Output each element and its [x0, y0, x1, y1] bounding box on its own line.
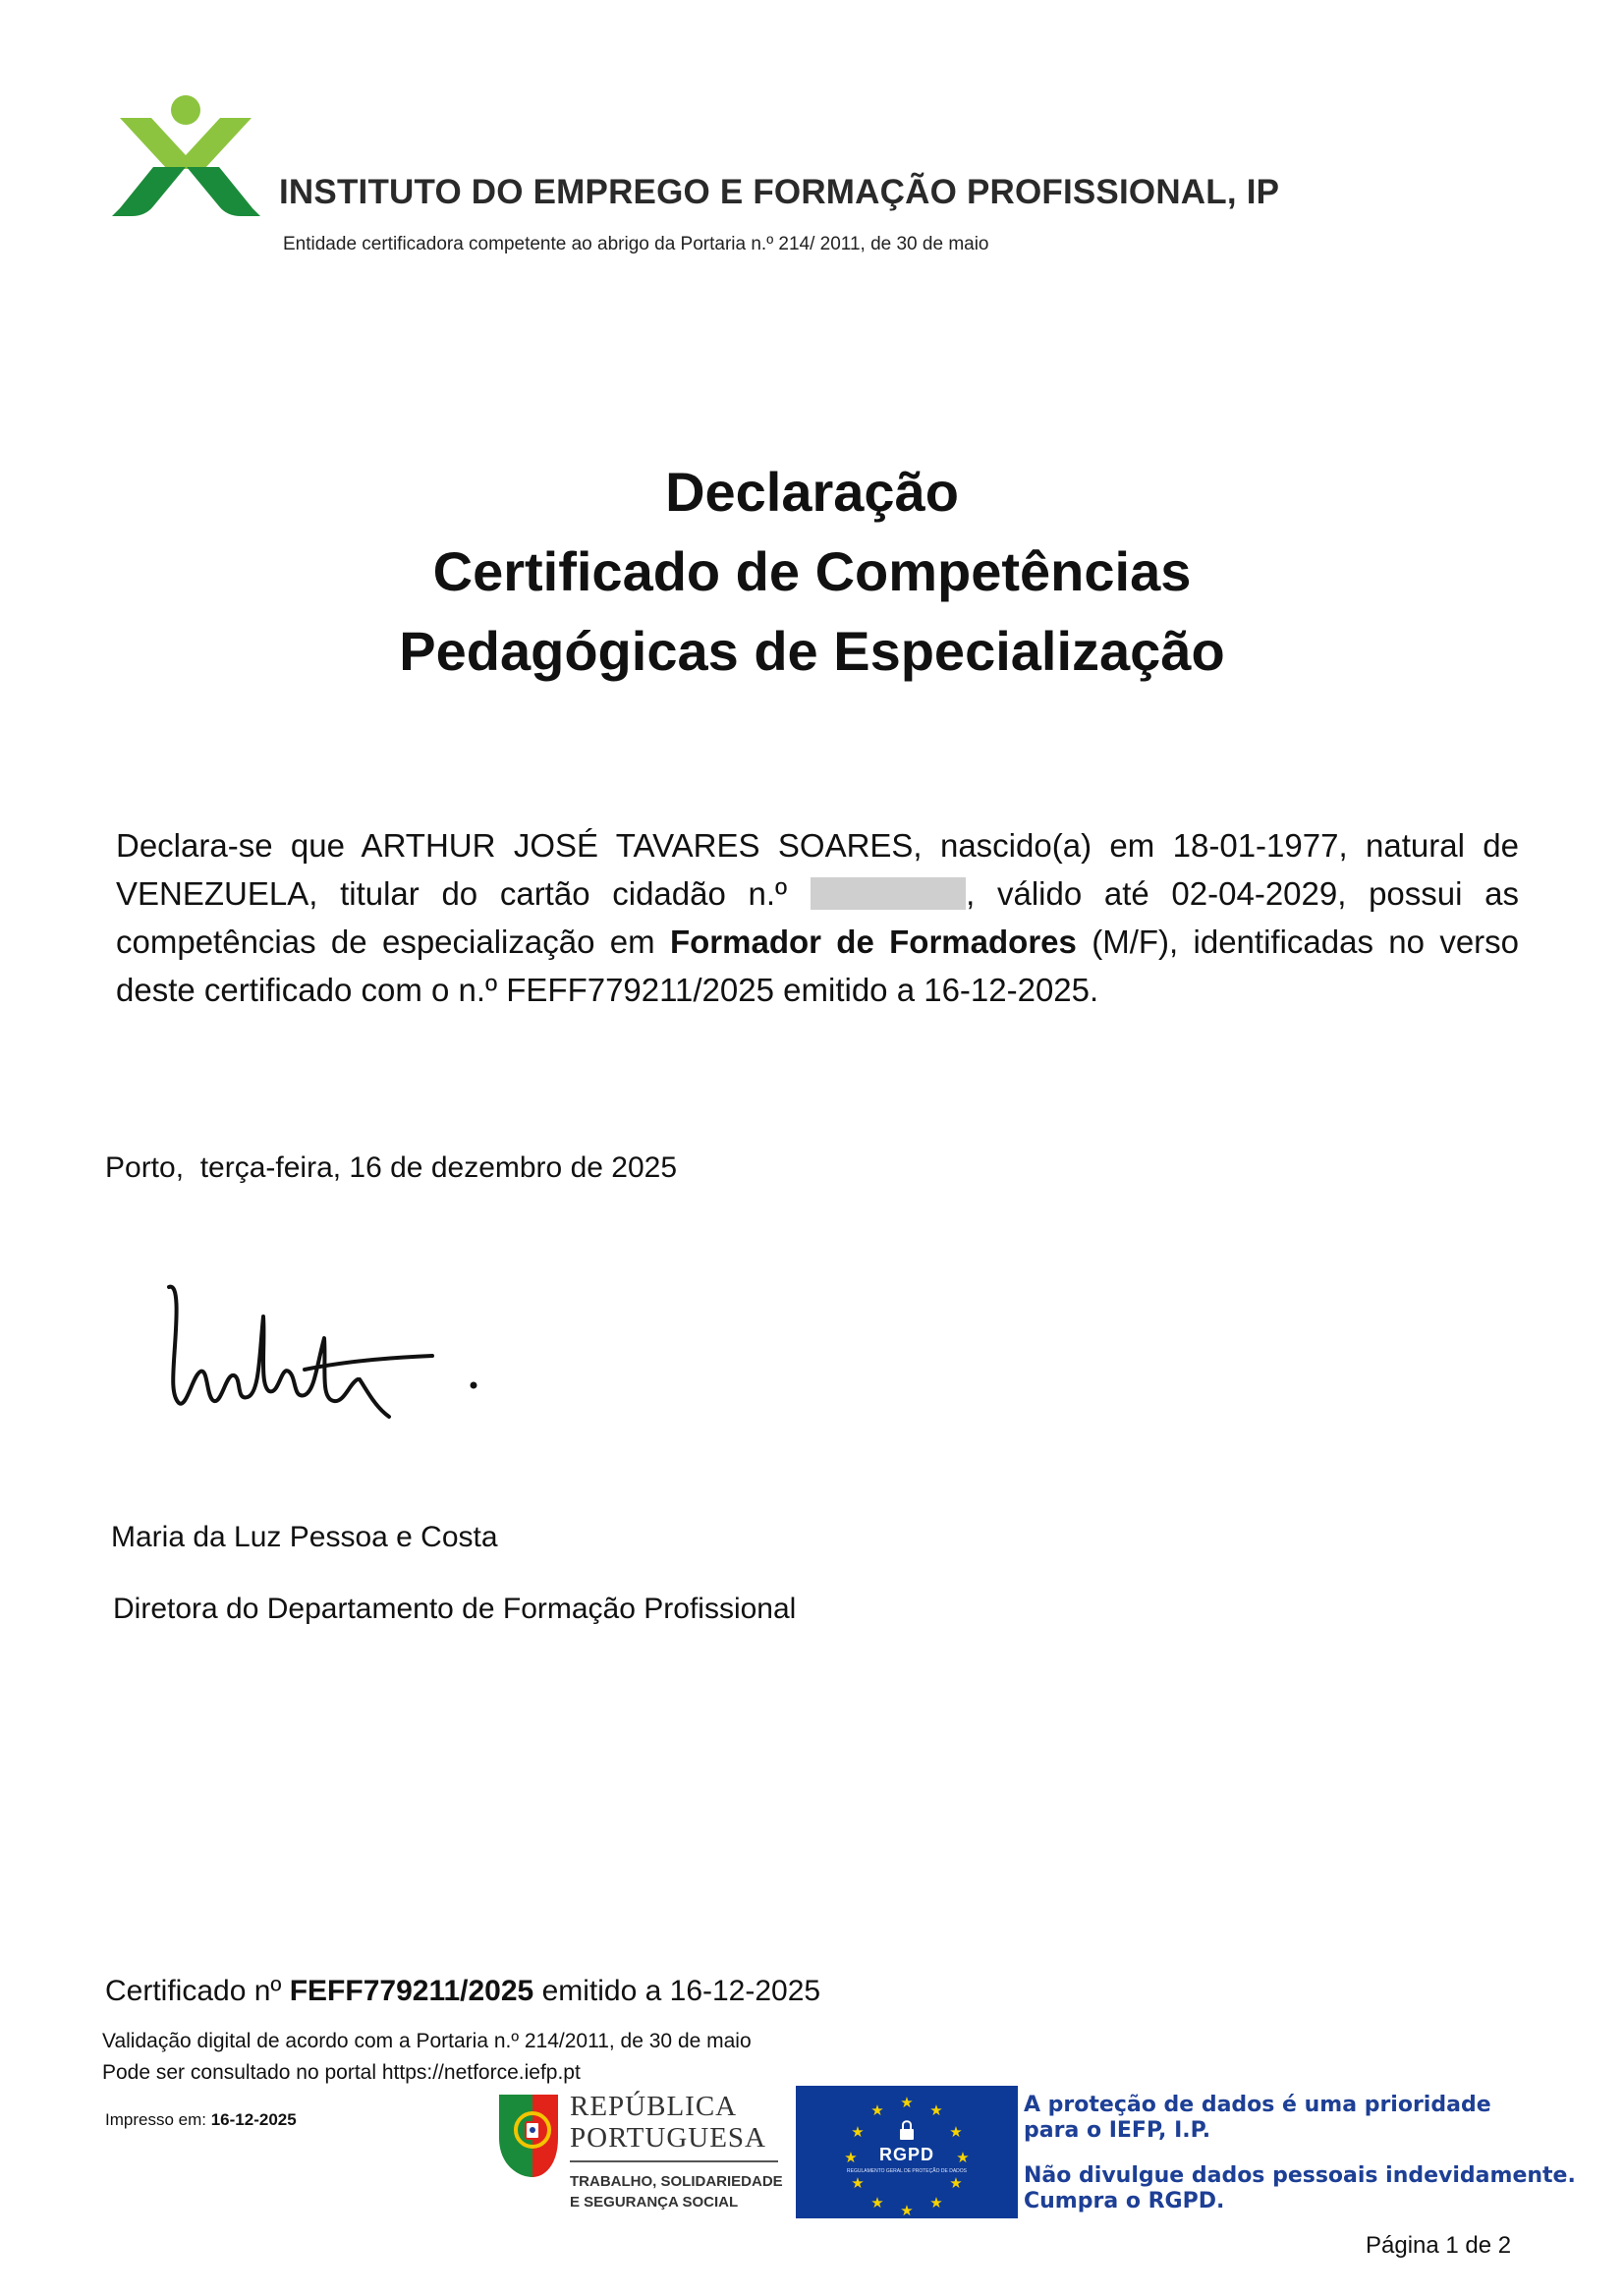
declaration-text-1: Declara-se que ARTHUR JOSÉ TAVARES SOARES, nascido(a) em 18-01-1977, natural de VENEZUELA, titular do cartão cidadão n.º: [116, 827, 1519, 912]
redacted-id-number: [811, 877, 966, 910]
page-number: Página 1 de 2: [1366, 2232, 1512, 2259]
org-name: INSTITUTO DO EMPREGO E FORMAÇÃO PROFISSIONAL, IP: [279, 173, 1280, 211]
svg-text:★: ★: [851, 2174, 865, 2192]
ministry-line-1: TRABALHO, SOLIDARIEDADE: [570, 2173, 783, 2190]
rp-name-line-2: PORTUGUESA: [570, 2122, 767, 2154]
svg-text:★: ★: [949, 2174, 963, 2192]
printed-date: [105, 2110, 297, 2130]
rgpd-text-2: para o IEFP, I.P.: [1024, 2118, 1211, 2143]
rgpd-text-4: Cumpra o RGPD.: [1024, 2189, 1225, 2213]
place-date: Porto, terça-feira, 16 de dezembro de 2025: [105, 1151, 678, 1184]
title-line-1: Declaração: [665, 461, 959, 523]
title-line-2: Certificado de Competências: [432, 540, 1192, 602]
title-line-3: Pedagógicas de Especialização: [399, 620, 1225, 682]
handwritten-signature: [157, 1277, 491, 1434]
rgpd-label: RGPD: [878, 2145, 934, 2164]
signer-name: Maria da Luz Pessoa e Costa: [111, 1521, 498, 1553]
cert-prefix: Certificado nº: [105, 1975, 282, 2007]
iefp-logo-icon: [110, 94, 262, 227]
rgpd-sublabel: REGULAMENTO GERAL DE PROTEÇÃO DE DADOS: [847, 2168, 967, 2174]
portal-note: Pode ser consultado no portal https://netforce.iefp.pt: [102, 2061, 581, 2084]
svg-text:★: ★: [870, 2194, 884, 2212]
document-title: [0, 452, 1624, 691]
declaration-text-2: , válido até 02-04-2029, possui as competências de especialização em: [116, 875, 1520, 960]
rp-name-line-1: REPÚBLICA: [570, 2091, 738, 2122]
rgpd-text-1: A proteção de dados é uma prioridade: [1024, 2093, 1491, 2117]
printed-label: Impresso em:: [105, 2110, 206, 2129]
cert-number: FEFF779211/2025: [289, 1975, 534, 2007]
rgpd-text-3: Não divulgue dados pessoais indevidamente.: [1024, 2163, 1576, 2188]
specialization-name: Formador de Formadores: [669, 924, 1077, 960]
svg-text:★: ★: [929, 2101, 943, 2119]
svg-text:★: ★: [900, 2094, 914, 2111]
validation-note: Validação digital de acordo com a Portaria n.º 214/2011, de 30 de maio: [102, 2030, 752, 2052]
org-subtitle: Entidade certificadora competente ao abrigo da Portaria n.º 214/ 2011, de 30 de maio: [283, 234, 989, 254]
svg-text:★: ★: [851, 2123, 865, 2141]
svg-text:★: ★: [956, 2149, 970, 2166]
svg-text:★: ★: [870, 2101, 884, 2119]
svg-text:★: ★: [844, 2149, 858, 2166]
certificate-line: [105, 1975, 820, 2008]
rp-divider: [570, 2160, 778, 2162]
svg-text:★: ★: [949, 2123, 963, 2141]
printed-date-value: 16-12-2025: [210, 2110, 297, 2129]
cert-suffix: emitido a 16-12-2025: [541, 1975, 821, 2007]
declaration-text-3: (M/F), identificadas no verso deste certificado com o n.º FEFF779211/2025 emitido a 16-12-2025.: [116, 924, 1520, 1008]
svg-text:★: ★: [900, 2202, 914, 2218]
svg-text:★: ★: [929, 2194, 943, 2212]
ministry-line-2: E SEGURANÇA SOCIAL: [570, 2194, 739, 2211]
signer-role: Diretora do Departamento de Formação Profissional: [113, 1593, 797, 1625]
declaration-paragraph: [116, 821, 1519, 1014]
